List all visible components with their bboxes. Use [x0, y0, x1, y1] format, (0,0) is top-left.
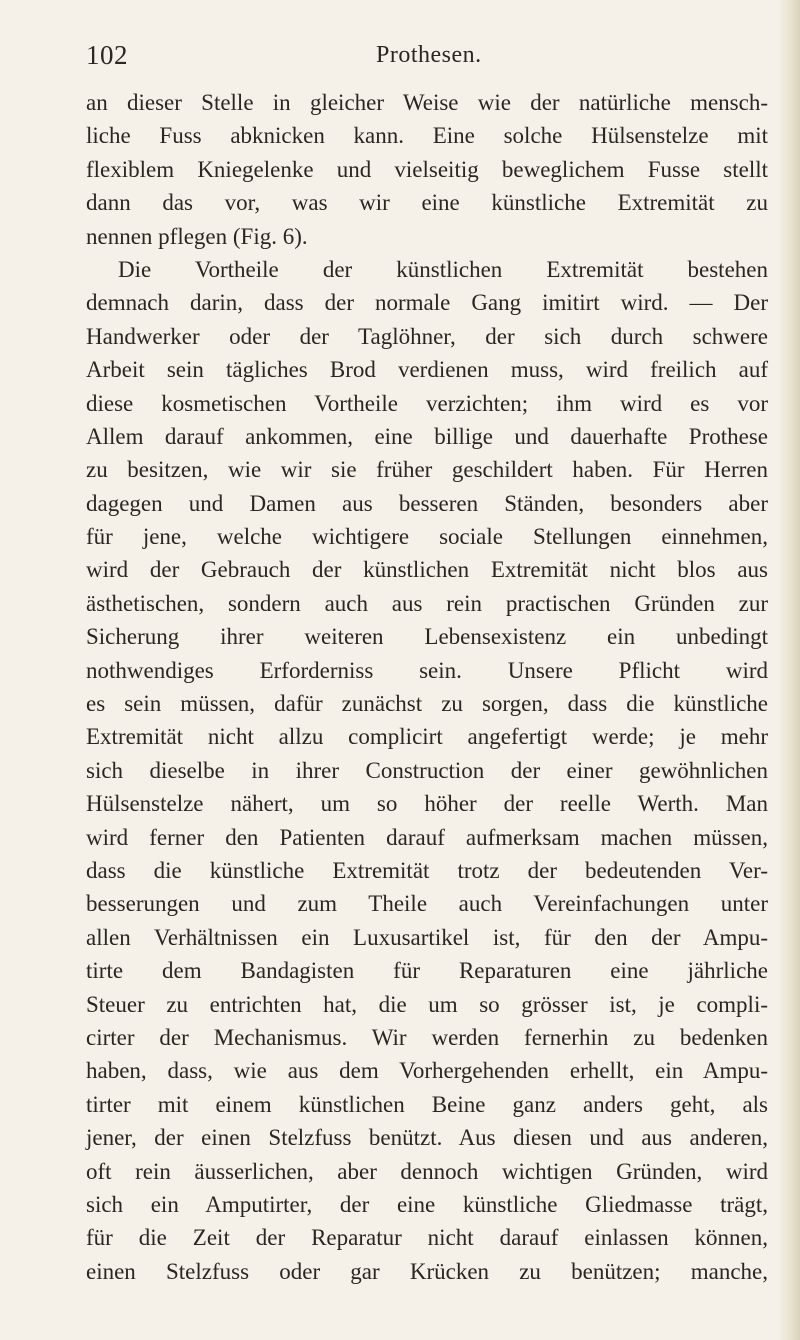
text-line: einen Stelzfuss oder gar Krücken zu benützen; manche, — [86, 1258, 768, 1284]
text-line: wird der Gebrauch der künstlichen Extremität nicht blos aus — [86, 557, 768, 583]
text-line: tirte dem Bandagisten für Reparaturen eine jährliche — [86, 958, 768, 984]
text-line: cirter der Mechanismus. Wir werden fernerhin zu bedenken — [86, 1024, 768, 1050]
text-line: ästhetischen, sondern auch aus rein practischen Gründen zur — [86, 590, 768, 616]
text-line: dass die künstliche Extremität trotz der bedeutenden Ver- — [86, 857, 768, 883]
text-line: flexiblem Kniegelenke und vielseitig beweglichem Fusse stellt — [86, 156, 768, 182]
text-line: Extremität nicht allzu complicirt angefertigt werde; je mehr — [86, 724, 768, 750]
text-line: zu besitzen, wie wir sie früher geschildert haben. Für Herren — [86, 457, 768, 483]
running-head: Prothesen. — [376, 42, 482, 68]
text-line: nothwendiges Erforderniss sein. Unsere Pflicht wird — [86, 657, 768, 683]
text-line: allen Verhältnissen ein Luxusartikel ist, für den der Ampu- — [86, 924, 768, 950]
text-line: für jene, welche wichtigere sociale Stellungen einnehmen, — [86, 524, 768, 550]
text-line: diese kosmetischen Vortheile verzichten; ihm wird es vor — [86, 390, 768, 416]
text-line: Allem darauf ankommen, eine billige und dauerhafte Prothese — [86, 423, 768, 449]
text-line: jener, der einen Stelzfuss benützt. Aus diesen und aus anderen, — [86, 1125, 768, 1151]
text-line: an dieser Stelle in gleicher Weise wie der natürliche mensch- — [86, 90, 768, 115]
text-line: liche Fuss abknicken kann. Eine solche Hülsenstelze mit — [86, 123, 768, 149]
text-line: Hülsenstelze nähert, um so höher der reelle Werth. Man — [86, 791, 768, 817]
text-line: haben, dass, wie aus dem Vorhergehenden erhellt, ein Ampu- — [86, 1058, 768, 1084]
text-line: wird ferner den Patienten darauf aufmerksam machen müssen, — [86, 824, 768, 850]
text-line: es sein müssen, dafür zunächst zu sorgen, dass die künstliche — [86, 691, 768, 717]
text-line: demnach darin, dass der normale Gang imitirt wird. — Der — [86, 290, 768, 316]
body-text — [86, 86, 768, 1288]
text-line: sich ein Amputirter, der eine künstliche Gliedmasse trägt, — [86, 1191, 768, 1217]
text-line: dann das vor, was wir eine künstliche Extremität zu — [86, 190, 768, 216]
text-line: Handwerker oder der Taglöhner, der sich durch schwere — [86, 323, 768, 349]
text-line: Sicherung ihrer weiteren Lebensexistenz ein unbedingt — [86, 624, 768, 650]
text-line: Arbeit sein tägliches Brod verdienen muss, wird freilich auf — [86, 357, 768, 383]
text-line: Steuer zu entrichten hat, die um so grösser ist, je compli- — [86, 991, 768, 1017]
text-line: oft rein äusserlichen, aber dennoch wichtigen Gründen, wird — [86, 1158, 768, 1184]
text-line: tirter mit einem künstlichen Beine ganz anders geht, als — [86, 1091, 768, 1117]
text-line: besserungen und zum Theile auch Vereinfachungen unter — [86, 891, 768, 917]
text-line: nennen pflegen (Fig. 6). — [86, 223, 308, 249]
text-line: sich dieselbe in ihrer Construction der einer gewöhnlichen — [86, 757, 768, 783]
text-line: dagegen und Damen aus besseren Ständen, besonders aber — [86, 490, 768, 516]
text-line: für die Zeit der Reparatur nicht darauf einlassen können, — [86, 1225, 768, 1251]
page-edge-shadow — [778, 0, 800, 1340]
page-number: 102 — [86, 40, 128, 70]
text-line: Die Vortheile der künstlichen Extremität bestehen — [118, 256, 768, 282]
page-header — [86, 40, 766, 80]
